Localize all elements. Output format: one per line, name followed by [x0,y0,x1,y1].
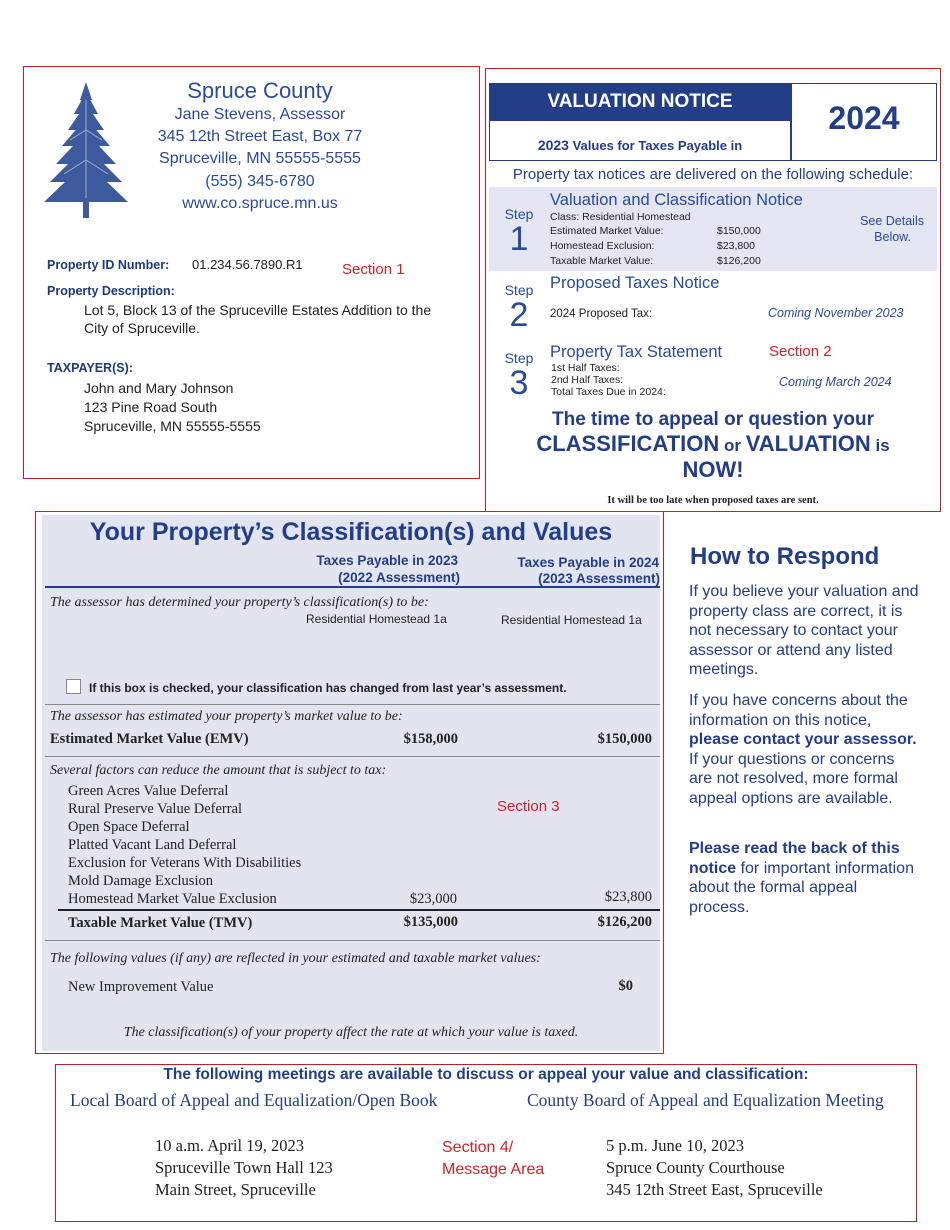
step-1-emv-value: $150,000 [717,225,761,237]
appeal-valuation: VALUATION [745,431,871,456]
col-2023-heading-2: (2022 Assessment) [338,570,460,585]
step-2-coming: Coming November 2023 [768,306,904,320]
section-2-label: Section 2 [769,343,832,360]
section-1-label: Section 1 [342,261,405,278]
col-2023-heading-1: Taxes Payable in 2023 [316,553,458,568]
step-1-class: Class: Residential Homestead [550,211,691,223]
local-board-title: Local Board of Appeal and Equalization/Open Book [70,1090,438,1110]
taxpayer-label: TAXPAYER(S): [47,361,133,375]
local-meeting-time: 10 a.m. April 19, 2023 [155,1136,304,1155]
step-1-number: 1 [509,220,529,258]
message-area-label: Message Area [442,1161,545,1178]
county-meeting-time: 5 p.m. June 10, 2023 [606,1136,744,1155]
step-2-title: Proposed Taxes Notice [550,274,720,292]
appeal-line-1: The time to appeal or question your [552,409,874,430]
step-3-number: 3 [509,364,529,402]
class-changed-checkbox[interactable] [66,679,81,694]
step-3-coming: Coming March 2024 [779,375,892,389]
values-title: Your Property’s Classification(s) and Values [89,518,613,546]
col-2024-heading-1: Taxes Payable in 2024 [517,555,659,570]
step-1-emv-label: Estimated Market Value: [550,225,664,237]
step-3-second-half: 2nd Half Taxes: [551,374,624,386]
county-name: Spruce County [187,78,333,103]
factor-green-acres: Green Acres Value Deferral [68,783,229,799]
county-meeting-street: 345 12th Street East, Spruceville [606,1180,823,1199]
factor-rural-preserve: Rural Preserve Value Deferral [68,801,243,817]
valuation-notice-subtitle [489,121,791,161]
step-3-title: Property Tax Statement [550,343,723,361]
classification-footer: The classification(s) of your property affect the rate at which your value is taxed. [123,1025,579,1040]
how-to-respond-title: How to Respond [690,543,880,570]
appeal-or: or [719,436,746,455]
factor-open-space: Open Space Deferral [68,819,190,835]
step-2-line: 2024 Proposed Tax: [550,308,653,320]
local-meeting-street: Main Street, Spruceville [155,1180,316,1199]
appeal-classification: CLASSIFICATION [536,431,720,456]
hx-2024: $23,800 [604,889,652,905]
tmv-2024: $126,200 [597,914,652,930]
subtitle-year: 2023 [537,137,569,153]
taxpayer-address-1: 123 Pine Road South [84,399,218,415]
divider-1 [45,704,660,705]
emv-2024: $150,000 [597,731,652,747]
emv-label: Estimated Market Value (EMV) [50,731,249,747]
property-description-line-1: Lot 5, Block 13 of the Spruceville Estates Addition to the [84,302,432,318]
respond-paragraph-3 [689,839,921,917]
step-3-word: Step [504,350,534,366]
appeal-line-2 [489,431,937,457]
subtitle-rest: Values for Taxes Payable in [568,138,743,153]
factor-veterans: Exclusion for Veterans With Disabilities [68,855,302,871]
payable-year: 2024 [828,100,900,136]
tmv-label: Taxable Market Value (TMV) [68,915,253,931]
too-late-note: It will be too late when proposed taxes are sent. [607,495,819,506]
step-1-hx-label: Homestead Exclusion: [550,240,655,252]
divider-3 [45,940,660,941]
schedule-intro: Property tax notices are delivered on the following schedule: [512,166,914,183]
county-board-title: County Board of Appeal and Equalization Meeting [527,1090,884,1110]
step-1-word: Step [504,206,534,222]
valuation-notice-title: VALUATION NOTICE [489,83,791,121]
following-intro: The following values (if any) are reflected in your estimated and taxable market values: [50,951,541,966]
respond-p2-end: If your questions or concerns are not resolved, more formal appeal options are available. [689,750,898,807]
section-4-label: Section 4/ [442,1139,514,1156]
step-1-hx-value: $23,800 [717,240,755,252]
appeal-is: is [870,436,890,455]
factor-mold: Mold Damage Exclusion [68,873,213,889]
property-id-label: Property ID Number: [47,258,170,272]
step-3-first-half: 1st Half Taxes: [551,362,620,374]
step-1-title: Valuation and Classification Notice [550,191,803,209]
class-2023-value: Residential Homestead 1a [306,612,447,626]
property-id-value: 01.234.56.7890.R1 [192,257,303,272]
respond-p2-contact: please contact your assessor. [689,731,917,749]
section-3-label: Section 3 [497,798,560,815]
step-2-word: Step [504,282,534,298]
respond-paragraph-2 [689,691,921,809]
respond-paragraph-1: If you believe your valuation and property class are correct, it is not necessary to contact your assessor or attend any listed meetings. [689,583,919,679]
assessor-address-1: 345 12th Street East, Box 77 [157,128,363,145]
header-rule [45,586,660,588]
property-description-label: Property Description: [47,284,175,298]
step-1-tmv-label: Taxable Market Value: [550,255,654,267]
tmv-2023: $135,000 [403,914,458,930]
class-changed-text: If this box is checked, your classification has changed from last year’s assessment. [89,681,567,695]
county-meeting-place: Spruce County Courthouse [606,1158,785,1177]
taxpayer-name: John and Mary Johnson [84,380,234,396]
factor-homestead: Homestead Market Value Exclusion [68,891,277,907]
factors-intro: Several factors can reduce the amount that is subject to tax: [50,763,387,778]
new-improvement-value: $0 [618,978,633,994]
assessor-address-2: Spruceville, MN 55555-5555 [159,150,361,167]
factor-platted-vacant: Platted Vacant Land Deferral [68,837,237,853]
taxpayer-address-2: Spruceville, MN 55555-5555 [84,418,261,434]
tmv-rule [58,909,660,911]
class-2024-value: Residential Homestead 1a [501,613,642,627]
assessor-website: www.co.spruce.mn.us [182,195,338,212]
new-improvement-label: New Improvement Value [68,979,214,995]
col-2024-heading-2: (2023 Assessment) [538,571,660,586]
local-meeting-place: Spruceville Town Hall 123 [155,1158,333,1177]
spruce-tree-icon [40,80,132,220]
step-3-total: Total Taxes Due in 2024: [551,386,666,398]
step-2-number: 2 [509,296,529,334]
see-details-line-2: Below. [874,230,911,244]
assessor-name: Jane Stevens, Assessor [174,106,346,123]
divider-2 [45,756,660,757]
respond-p3-rest: for important information about the formal appeal process. [689,859,914,916]
classification-intro: The assessor has determined your property’s classification(s) to be: [50,595,429,610]
hx-2023: $23,000 [409,891,457,907]
property-description-line-2: City of Spruceville. [84,320,200,336]
step-1-tmv-value: $126,200 [717,255,761,267]
meetings-heading: The following meetings are available to discuss or appeal your value and classification: [163,1066,809,1083]
see-details-line-1: See Details [860,214,924,228]
respond-p3-read: Please read the back of this notice [689,840,900,877]
respond-p2-start: If you have concerns about the information on this notice, [689,692,908,729]
emv-2023: $158,000 [403,731,458,747]
emv-intro: The assessor has estimated your property’s market value to be: [50,709,403,724]
assessor-phone: (555) 345-6780 [205,173,315,190]
appeal-now: NOW! [682,457,744,482]
